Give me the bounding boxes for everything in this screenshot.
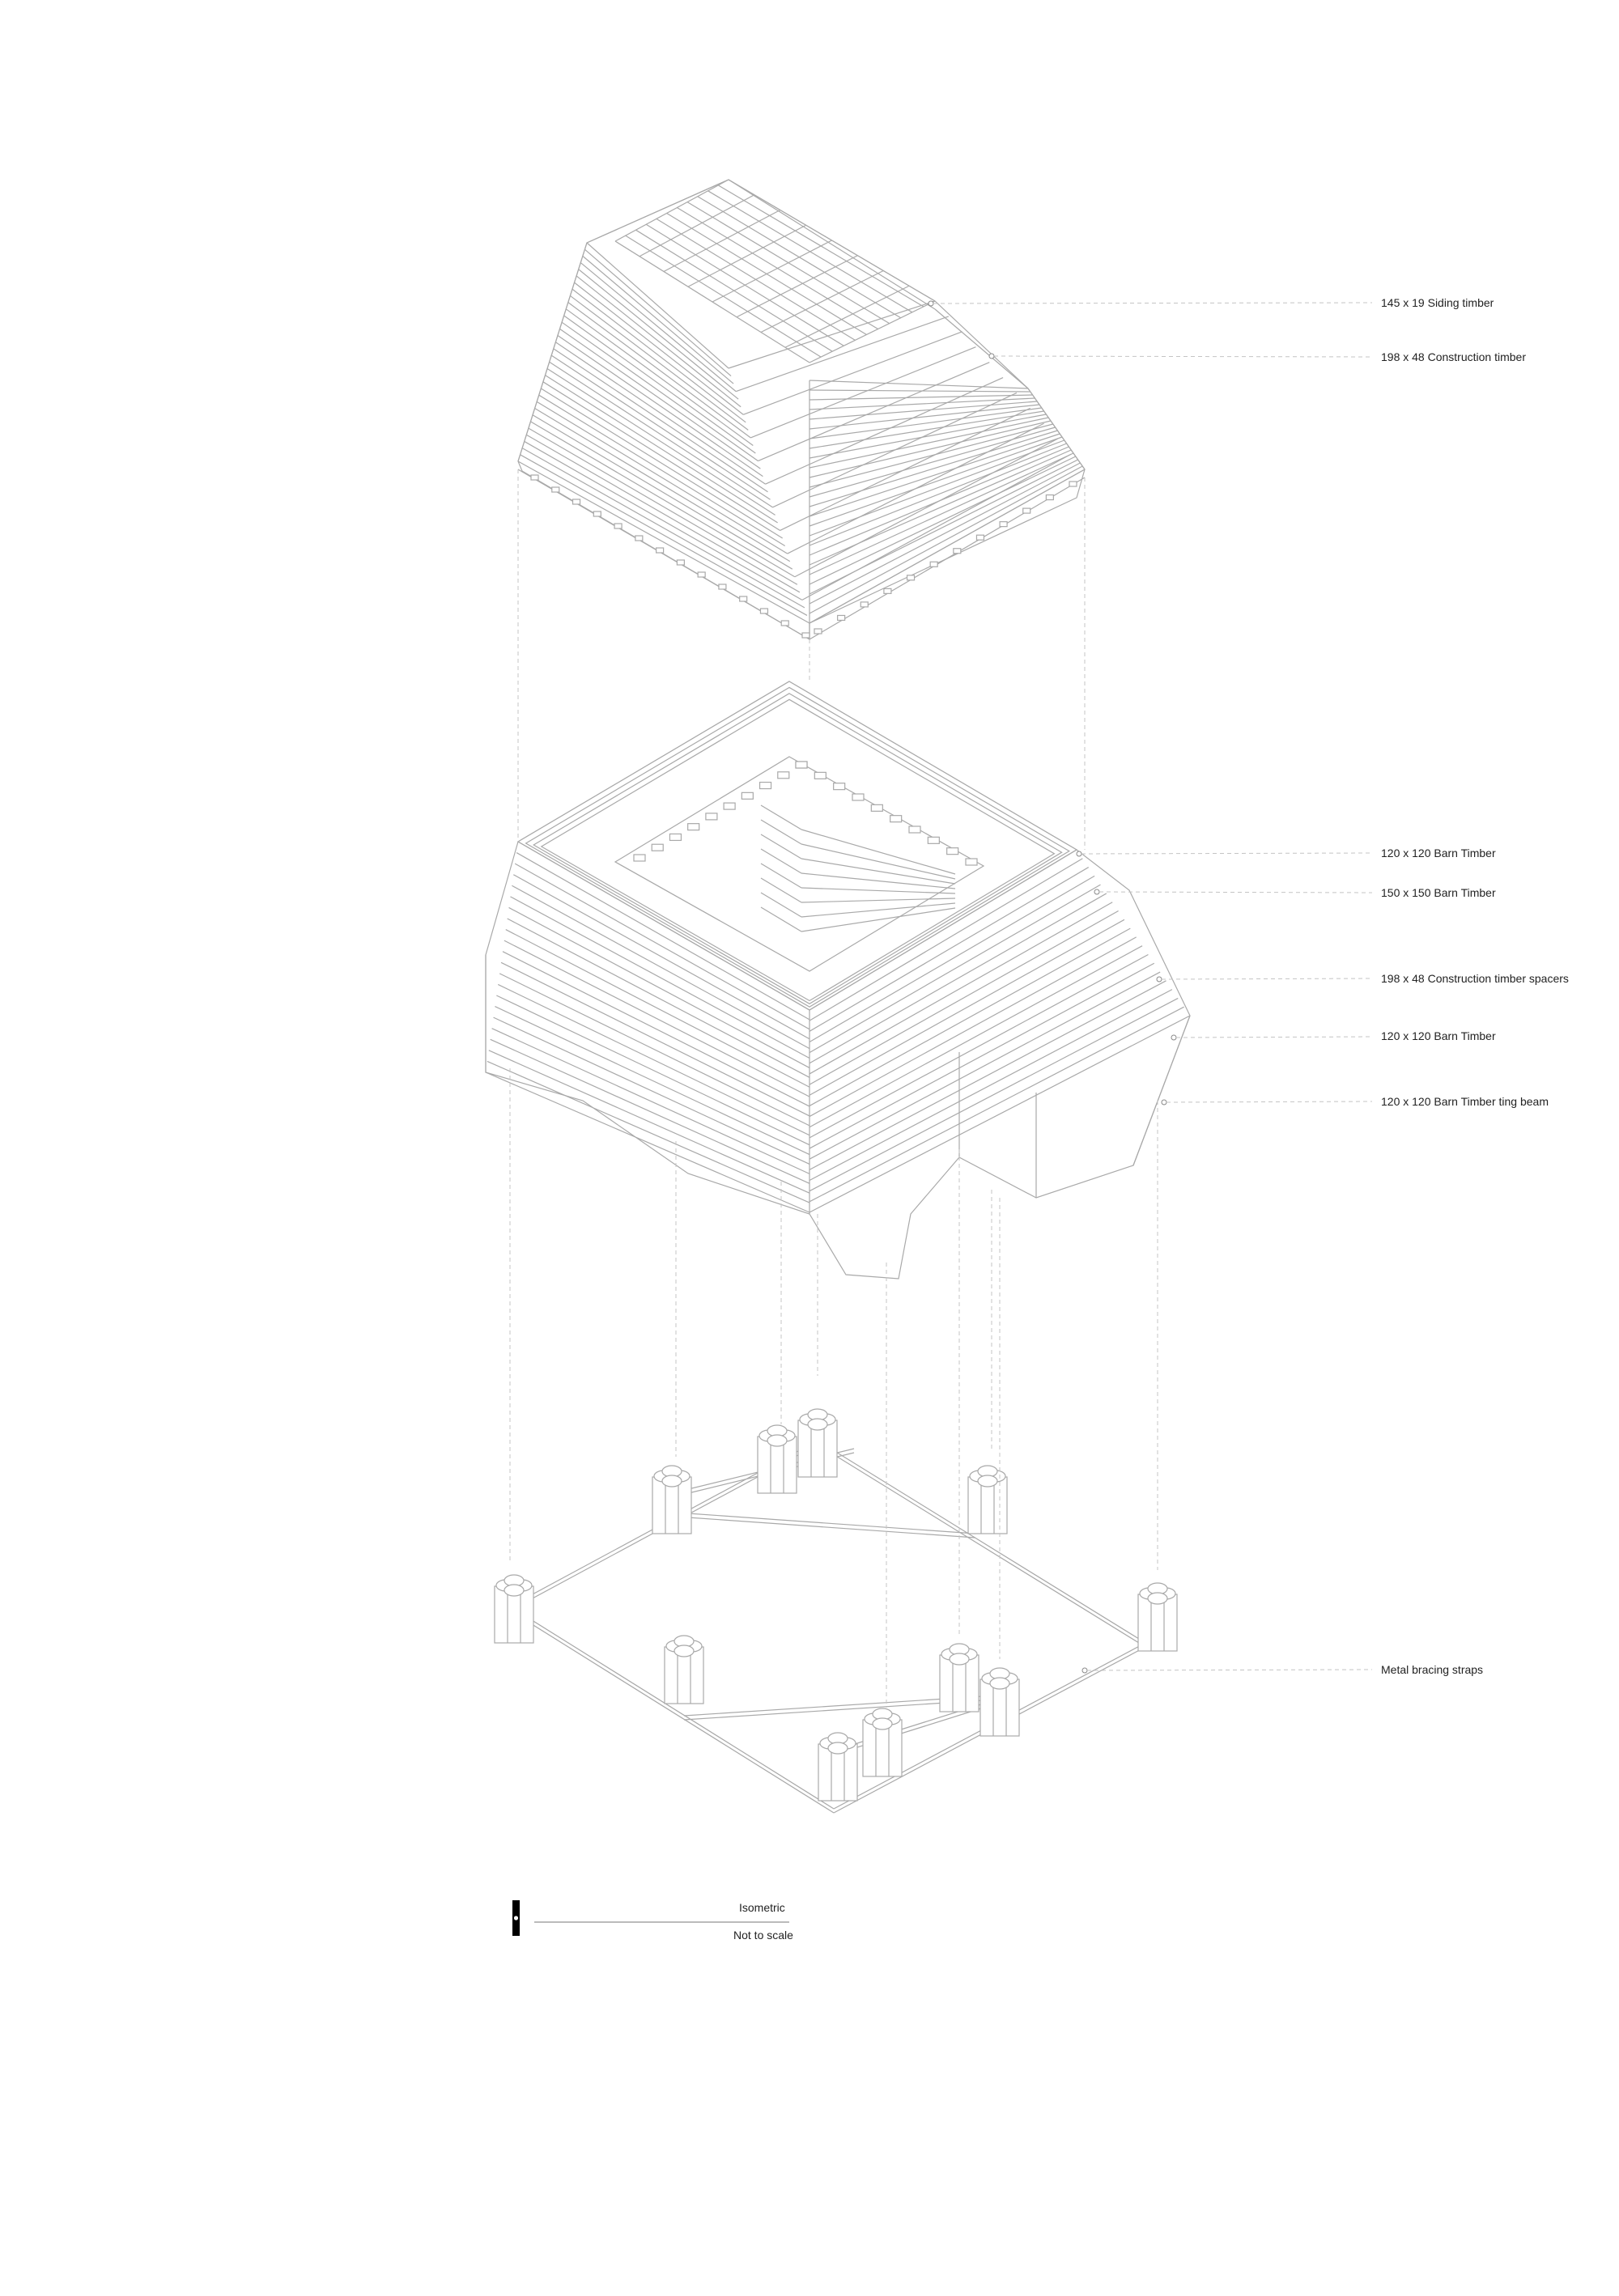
pier-post xyxy=(980,1668,1019,1736)
callout-anchor-dot xyxy=(928,301,933,306)
roof-joist-end xyxy=(573,499,580,504)
pier-post xyxy=(495,1575,533,1643)
pier-post xyxy=(968,1466,1007,1534)
callout-leader-line xyxy=(1162,978,1372,979)
callout-anchor-dot xyxy=(1094,889,1099,894)
callout-label-ting-beam: 120 x 120 Barn Timber ting beam xyxy=(1381,1095,1549,1108)
wall-spacer-block xyxy=(852,794,864,800)
pier-top xyxy=(808,1419,827,1430)
foundation-module xyxy=(495,1409,1177,1813)
roof-joist-end xyxy=(976,535,984,540)
callout-leader-line xyxy=(1081,853,1372,854)
roof-joist-end xyxy=(1023,508,1030,513)
wall-spacer-block xyxy=(634,855,645,861)
roof-body xyxy=(518,180,1085,639)
legend-view-type: Isometric xyxy=(739,1901,785,1914)
roof-joist-end xyxy=(814,629,822,634)
wall-spacer-block xyxy=(778,772,789,779)
callout-label-barn-timber-120-top: 120 x 120 Barn Timber xyxy=(1381,847,1496,859)
callout-anchor-dot xyxy=(1157,977,1162,982)
wall-spacer-block xyxy=(909,826,920,833)
roof-joist-end xyxy=(954,549,961,554)
roof-joist-end xyxy=(930,562,937,567)
roof-joist-end xyxy=(552,487,559,492)
callout-label-metal-bracing-straps: Metal bracing straps xyxy=(1381,1663,1484,1676)
callout-anchor-dot xyxy=(1082,1668,1087,1673)
roof-joist-end xyxy=(719,584,726,589)
callout-anchor-dot xyxy=(1077,851,1081,856)
roof-joist-end xyxy=(860,602,868,607)
wall-spacer-block xyxy=(652,844,663,851)
roof-joist-end xyxy=(760,609,767,613)
pier-top xyxy=(978,1475,997,1487)
callout-leader-line xyxy=(1166,1101,1372,1102)
callout-anchor-dot xyxy=(1171,1035,1176,1040)
callout-anchor-dot xyxy=(1162,1100,1166,1105)
wall-spacer-block xyxy=(871,804,882,811)
roof-joist-end xyxy=(884,588,891,593)
callout-leader-line xyxy=(1176,1037,1372,1038)
pier-top xyxy=(828,1742,848,1754)
pier-post xyxy=(940,1644,979,1712)
wall-spacer-block xyxy=(760,783,771,789)
metal-strap xyxy=(510,1606,834,1809)
callout-leader-line xyxy=(994,356,1372,357)
roof-joist-end xyxy=(1069,482,1077,486)
wall-spacer-block xyxy=(966,859,977,865)
callout-label-barn-timber-150: 150 x 150 Barn Timber xyxy=(1381,886,1496,899)
roof-joist-end xyxy=(1000,522,1007,527)
roof-joist-end xyxy=(781,621,788,626)
wall-spacer-block xyxy=(688,824,699,830)
roof-joist-end xyxy=(698,572,705,577)
metal-strap xyxy=(688,1517,975,1538)
wall-spacer-block xyxy=(742,792,753,799)
pier-top xyxy=(767,1435,787,1446)
roof-module xyxy=(518,180,1085,639)
pier-top xyxy=(990,1678,1009,1689)
north-marker-dot xyxy=(514,1916,518,1920)
metal-strap xyxy=(688,1513,975,1534)
pier-post xyxy=(652,1466,691,1534)
pier-top xyxy=(950,1653,969,1665)
roof-joist-end xyxy=(838,615,845,620)
roof-joist-end xyxy=(740,596,747,601)
callout-anchor-dot xyxy=(989,354,994,359)
wall-spacer-block xyxy=(814,772,826,779)
roof-joist-end xyxy=(677,560,684,565)
pier-top xyxy=(1148,1593,1167,1604)
pier-post xyxy=(665,1636,703,1704)
roof-joist-end xyxy=(907,575,915,580)
callout-label-siding-timber: 145 x 19 Siding timber xyxy=(1381,296,1494,309)
roof-joist-end xyxy=(802,633,810,638)
callout-leader-line xyxy=(1099,892,1372,893)
roof-joist-end xyxy=(531,475,538,480)
callout-label-barn-timber-120-lower: 120 x 120 Barn Timber xyxy=(1381,1029,1496,1042)
wall-spacer-block xyxy=(928,837,939,843)
wall-spacer-block xyxy=(947,848,958,855)
wall-spacer-block xyxy=(706,813,717,820)
roof-joist-end xyxy=(614,524,622,528)
roof-joist-end xyxy=(657,548,664,553)
pier-post xyxy=(1138,1583,1177,1651)
callout-label-construction-timber: 198 x 48 Construction timber xyxy=(1381,350,1526,363)
callout-label-construction-timber-spacers: 198 x 48 Construction timber spacers xyxy=(1381,972,1569,985)
wall-spacer-block xyxy=(796,762,807,768)
pier-top xyxy=(504,1585,524,1596)
pier-post xyxy=(798,1409,837,1477)
pier-top xyxy=(873,1718,892,1729)
wall-spacer-block xyxy=(834,783,845,790)
wall-spacer-block xyxy=(724,803,735,809)
pier-top xyxy=(674,1645,694,1657)
pier-top xyxy=(662,1475,682,1487)
roof-joist-end xyxy=(593,511,601,516)
wall-spacer-block xyxy=(890,816,902,822)
roof-joist-end xyxy=(635,536,643,541)
pier-post xyxy=(863,1708,902,1776)
pier-post xyxy=(758,1425,797,1493)
wall-spacer-block xyxy=(669,834,681,840)
pier-post xyxy=(818,1733,857,1801)
roof-joist-end xyxy=(1046,495,1053,500)
legend-scale-note: Not to scale xyxy=(733,1929,793,1942)
